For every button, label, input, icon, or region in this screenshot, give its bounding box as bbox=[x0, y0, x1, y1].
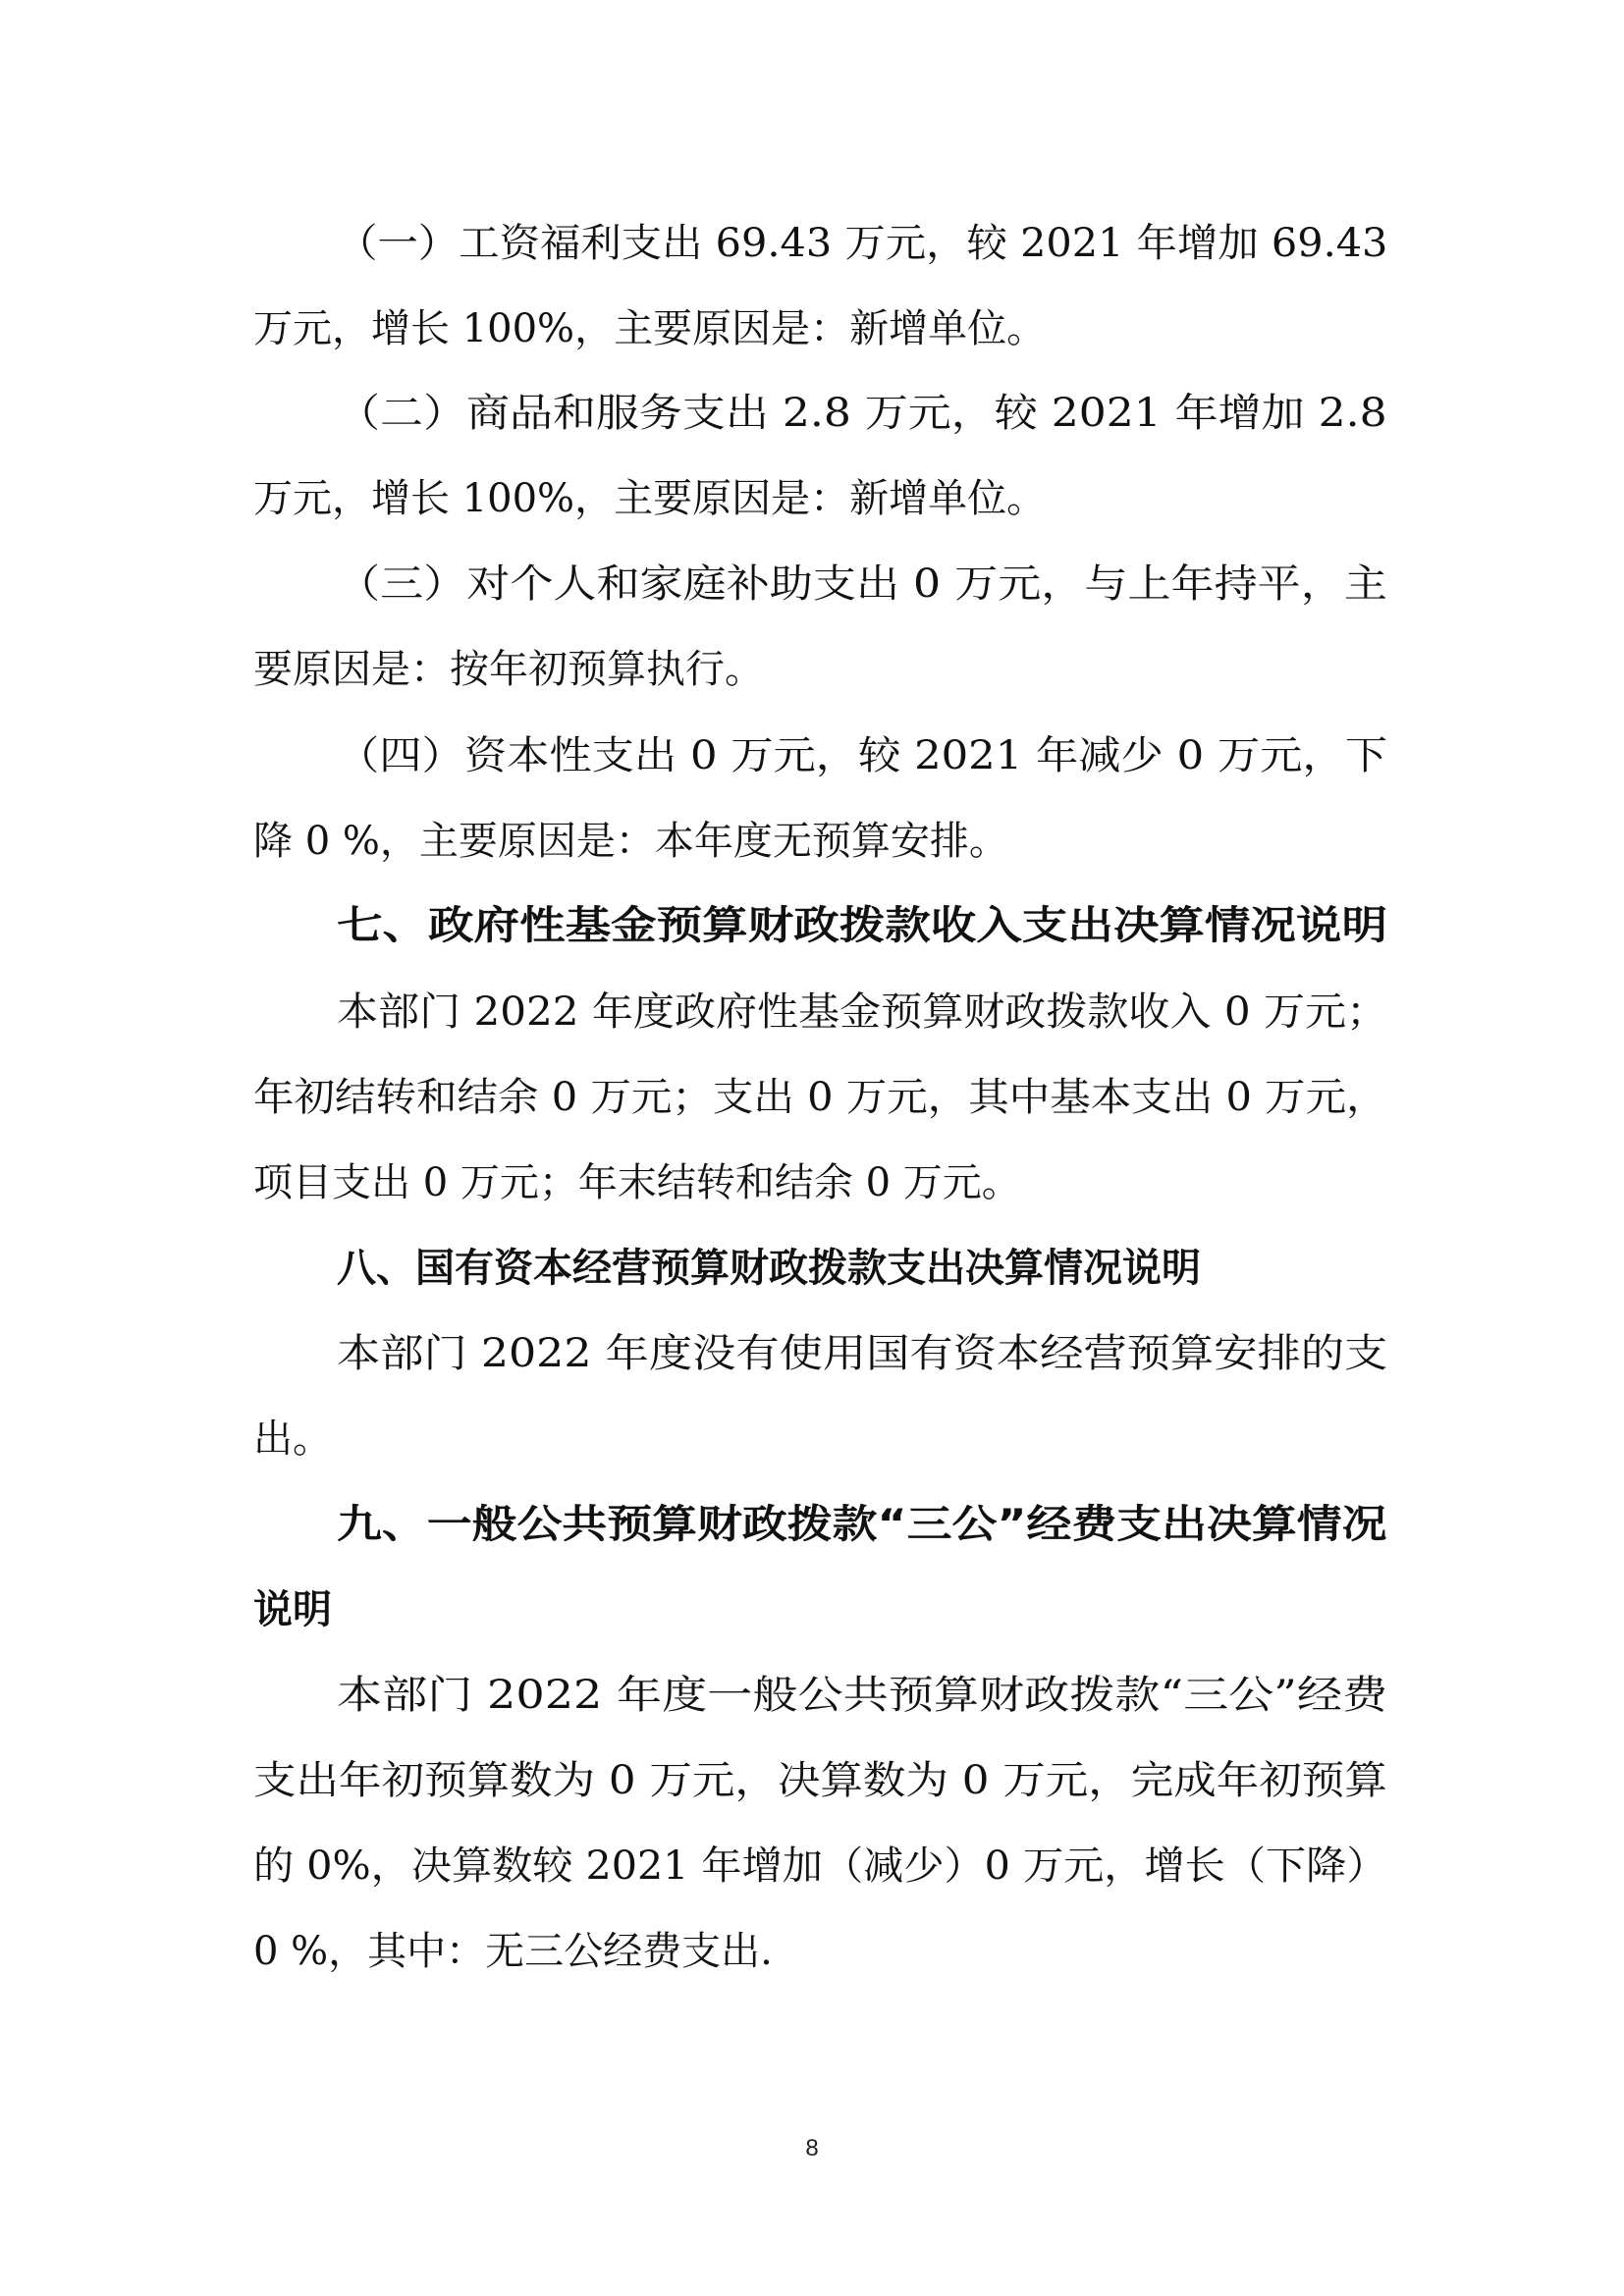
section-heading-eight: 八、国有资本经营预算财政拨款支出决算情况说明 bbox=[337, 1246, 1201, 1291]
paragraph-state-capital-line-1: 本部门 2022 年度没有使用国有资本经营预算安排的支 bbox=[337, 1331, 1388, 1376]
paragraph-three-public-line-3: 的 0%，决算数较 2021 年增加（减少）0 万元，增长（下降） bbox=[253, 1843, 1387, 1889]
paragraph-three-public-line-1: 本部门 2022 年度一般公共预算财政拨款“三公”经费 bbox=[337, 1673, 1388, 1718]
paragraph-capital-line-1: （四）资本性支出 0 万元，较 2021 年减少 0 万元，下 bbox=[337, 733, 1387, 778]
paragraph-three-public-line-4: 0 %，其中：无三公经费支出. bbox=[253, 1929, 773, 1974]
paragraph-fund-budget-line-1: 本部门 2022 年度政府性基金预算财政拨款收入 0 万元； bbox=[337, 989, 1388, 1035]
paragraph-wages-line-1: （一）工资福利支出 69.43 万元，较 2021 年增加 69.43 bbox=[337, 221, 1388, 266]
paragraph-goods-services-line-2: 万元，增长 100%，主要原因是：新增单位。 bbox=[253, 476, 1047, 521]
paragraph-three-public-line-2: 支出年初预算数为 0 万元，决算数为 0 万元，完成年初预算 bbox=[253, 1758, 1387, 1803]
section-heading-nine-line-2: 说明 bbox=[253, 1587, 332, 1632]
paragraph-fund-budget-line-3: 项目支出 0 万元；年末结转和结余 0 万元。 bbox=[253, 1160, 1021, 1205]
paragraph-household-subsidy-line-2: 要原因是：按年初预算执行。 bbox=[253, 647, 764, 692]
paragraph-state-capital-line-2: 出。 bbox=[253, 1416, 332, 1462]
section-heading-seven: 七、政府性基金预算财政拨款收入支出决算情况说明 bbox=[337, 903, 1387, 948]
paragraph-capital-line-2: 降 0 %，主要原因是：本年度无预算安排。 bbox=[253, 819, 1008, 864]
paragraph-goods-services-line-1: （二）商品和服务支出 2.8 万元，较 2021 年增加 2.8 bbox=[337, 391, 1387, 436]
paragraph-household-subsidy-line-1: （三）对个人和家庭补助支出 0 万元，与上年持平，主 bbox=[337, 561, 1387, 607]
section-heading-nine-line-1: 九、一般公共预算财政拨款“三公”经费支出决算情况 bbox=[337, 1502, 1387, 1547]
paragraph-wages-line-2: 万元，增长 100%，主要原因是：新增单位。 bbox=[253, 306, 1047, 351]
paragraph-fund-budget-line-2: 年初结转和结余 0 万元；支出 0 万元，其中基本支出 0 万元， bbox=[253, 1075, 1387, 1120]
page-number: 8 bbox=[805, 2135, 819, 2162]
